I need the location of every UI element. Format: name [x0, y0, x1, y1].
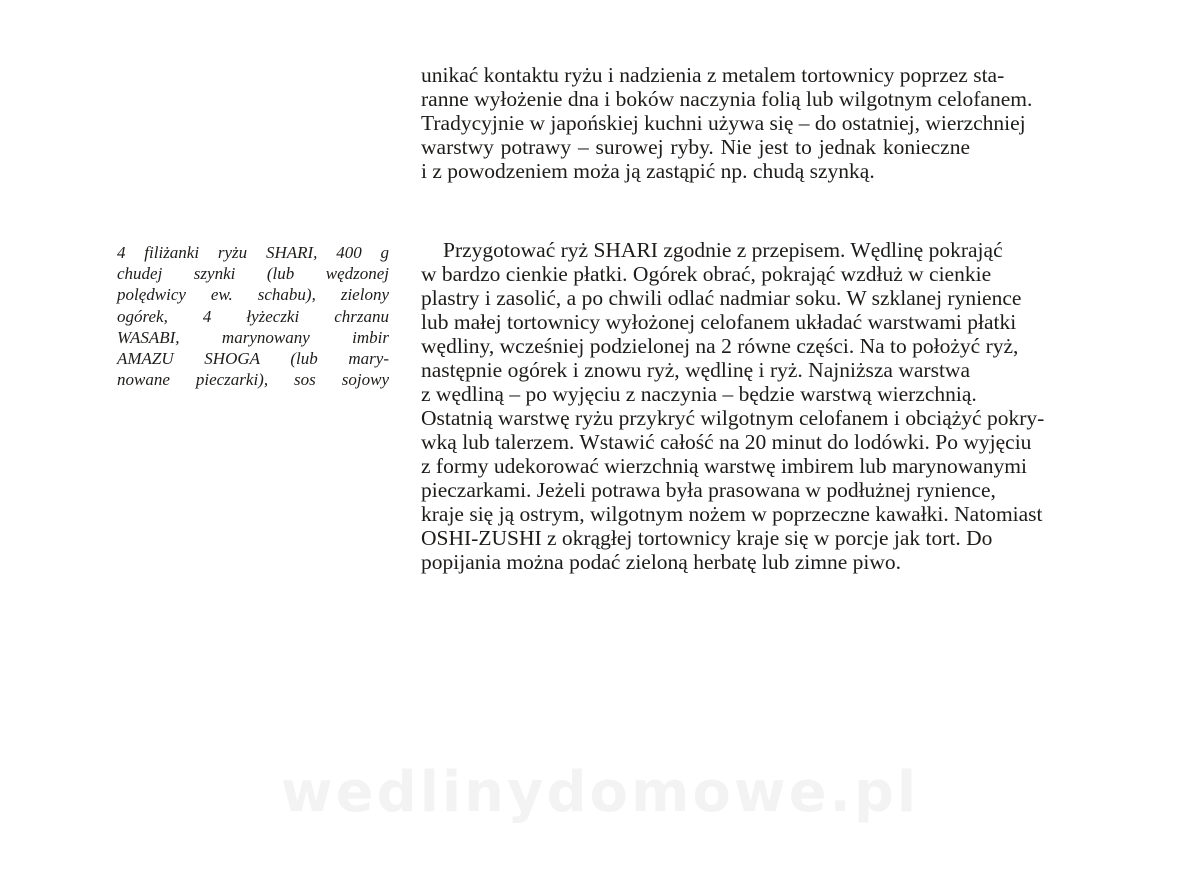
- text-line: wką lub talerzem. Wstawić całość na 20 minut do lodówki. Po wyjęciu: [421, 430, 1032, 454]
- text-line: z formy udekorować wierzchnią warstwę imbirem lub marynowanymi: [421, 454, 1027, 478]
- text-line: pieczarkami. Jeżeli potrawa była prasowana w podłużnej rynience,: [421, 478, 996, 502]
- text-line: plastry i zasolić, a po chwili odlać nadmiar soku. W szklanej rynience: [421, 286, 1022, 310]
- ingredients-list: [117, 242, 389, 390]
- paragraph-method: [421, 238, 1045, 574]
- ingredient-line: WASABI, marynowany imbir: [117, 327, 389, 347]
- text-line: Przygotować ryż SHARI zgodnie z przepisem. Wędlinę pokrająć: [443, 238, 1003, 262]
- text-line: w bardzo cienkie płatki. Ogórek obrać, pokrająć wzdłuż w cienkie: [421, 262, 992, 286]
- text-line: lub małej tortownicy wyłożonej celofanem układać warstwami płatki: [421, 310, 1017, 334]
- text-line: OSHI-ZUSHI z okrągłej tortownicy kraje się w porcje jak tort. Do: [421, 526, 993, 550]
- ingredient-line: polędwicy ew. schabu), zielony: [117, 285, 389, 305]
- ingredient-line: ogórek, 4 łyżeczki chrzanu: [117, 306, 389, 326]
- ingredient-line: nowane pieczarki), sos sojowy: [117, 370, 389, 390]
- text-line: wędliny, wcześniej podzielonej na 2 równe części. Na to położyć ryż,: [421, 334, 1019, 358]
- text-line: popijania można podać zieloną herbatę lub zimne piwo.: [421, 550, 901, 574]
- ingredient-line: AMAZU SHOGA (lub mary-: [117, 348, 389, 368]
- text-line: kraje się ją ostrym, wilgotnym nożem w poprzeczne kawałki. Natomiast: [421, 502, 1043, 526]
- paragraph-continuation: [421, 63, 1033, 183]
- ingredient-line: chudej szynki (lub wędzonej: [117, 264, 389, 284]
- text-line: warstwy potrawy – surowej ryby. Nie jest to jednak konieczne: [421, 135, 970, 159]
- text-line: Tradycyjnie w japońskiej kuchni używa się – do ostatniej, wierzchniej: [421, 111, 1026, 135]
- text-line: i z powodzeniem moża ją zastąpić np. chudą szynką.: [421, 159, 875, 183]
- ingredient-line: 4 filiżanki ryżu SHARI, 400 g: [117, 243, 389, 262]
- text-line: unikać kontaktu ryżu i nadzienia z metalem tortownicy poprzez sta-: [421, 63, 1005, 87]
- text-line: następnie ogórek i znowu ryż, wędlinę i ryż. Najniższa warstwa: [421, 358, 970, 382]
- text-line: Ostatnią warstwę ryżu przykryć wilgotnym celofanem i obciążyć pokry-: [421, 406, 1045, 430]
- text-line: ranne wyłożenie dna i boków naczynia folią lub wilgotnym celofanem.: [421, 87, 1033, 111]
- watermark: wedlinydomowe.pl: [280, 760, 920, 825]
- text-line: z wędliną – po wyjęciu z naczynia – będzie warstwą wierzchnią.: [421, 382, 977, 406]
